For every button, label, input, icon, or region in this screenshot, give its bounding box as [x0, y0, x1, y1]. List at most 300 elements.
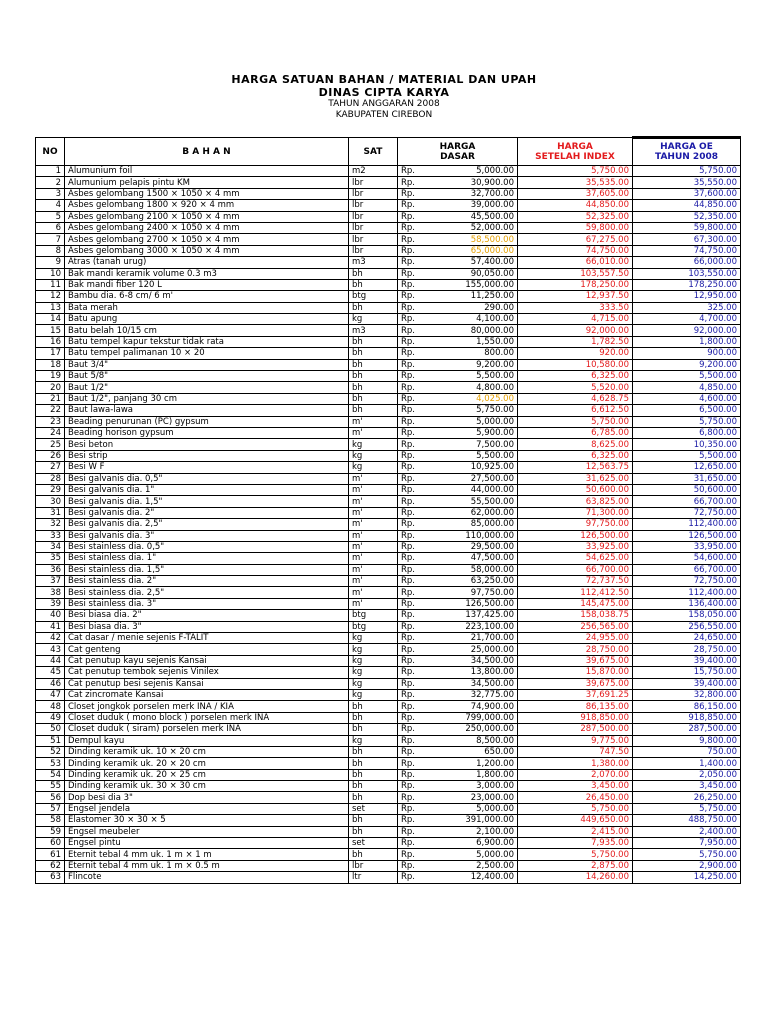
- currency-label: Rp.: [398, 712, 426, 723]
- unit: bh: [349, 724, 398, 735]
- material-name: Closet duduk ( siram) porselen merk INA: [65, 724, 349, 735]
- table-row: [36, 792, 741, 803]
- row-number: 22: [36, 405, 65, 416]
- unit: kg: [349, 314, 398, 325]
- unit: bh: [349, 758, 398, 769]
- base-price: 12,400.00: [426, 872, 518, 883]
- unit: bh: [349, 815, 398, 826]
- material-name: Besi strip: [65, 450, 349, 461]
- indexed-price: 59,800.00: [518, 222, 633, 233]
- oe-price: 33,950.00: [633, 541, 741, 552]
- header-harga-dasar-line1: HARGA: [439, 141, 476, 152]
- material-name: Asbes gelombang 2700 × 1050 × 4 mm: [65, 234, 349, 245]
- row-number: 27: [36, 462, 65, 473]
- material-name: Alumunium pelapis pintu KM: [65, 177, 349, 188]
- currency-label: Rp.: [398, 496, 426, 507]
- table-row: [36, 758, 741, 769]
- base-price: 55,500.00: [426, 496, 518, 507]
- material-name: Bambu dia. 6-8 cm/ 6 m': [65, 291, 349, 302]
- unit: lbr: [349, 200, 398, 211]
- unit: kg: [349, 667, 398, 678]
- unit: kg: [349, 644, 398, 655]
- table-row: [36, 291, 741, 302]
- header-harga-oe-line2: TAHUN 2008: [655, 152, 718, 162]
- material-name: Cat penutup kayu sejenis Kansai: [65, 655, 349, 666]
- table-row: [36, 257, 741, 268]
- material-name: Besi stainless dia. 2": [65, 576, 349, 587]
- currency-label: Rp.: [398, 576, 426, 587]
- oe-price: 2,900.00: [633, 860, 741, 871]
- indexed-price: 10,580.00: [518, 359, 633, 370]
- row-number: 54: [36, 769, 65, 780]
- currency-label: Rp.: [398, 838, 426, 849]
- currency-label: Rp.: [398, 177, 426, 188]
- table-row: [36, 325, 741, 336]
- table-header-row: [36, 138, 741, 166]
- material-name: Dinding keramik uk. 20 × 25 cm: [65, 769, 349, 780]
- material-name: Beading horison gypsum: [65, 427, 349, 438]
- material-name: Batu apung: [65, 314, 349, 325]
- row-number: 34: [36, 541, 65, 552]
- unit: bh: [349, 279, 398, 290]
- currency-label: Rp.: [398, 701, 426, 712]
- base-price: 5,000.00: [426, 166, 518, 177]
- material-name: Besi galvanis dia. 2": [65, 507, 349, 518]
- base-price: 11,250.00: [426, 291, 518, 302]
- table-body: [36, 166, 741, 884]
- currency-label: Rp.: [398, 188, 426, 199]
- oe-price: 50,600.00: [633, 484, 741, 495]
- regency-name: KABUPATEN CIREBON: [335, 110, 433, 120]
- currency-label: Rp.: [398, 724, 426, 735]
- unit: bh: [349, 302, 398, 313]
- indexed-price: 14,260.00: [518, 872, 633, 883]
- indexed-price: 4,715.00: [518, 314, 633, 325]
- row-number: 43: [36, 644, 65, 655]
- unit: m': [349, 553, 398, 564]
- indexed-price: 39,675.00: [518, 655, 633, 666]
- table-row: [36, 689, 741, 700]
- row-number: 32: [36, 519, 65, 530]
- indexed-price: 92,000.00: [518, 325, 633, 336]
- table-row: [36, 427, 741, 438]
- oe-price: 126,500.00: [633, 530, 741, 541]
- oe-price: 59,800.00: [633, 222, 741, 233]
- indexed-price: 103,557.50: [518, 268, 633, 279]
- table-row: [36, 701, 741, 712]
- table-row: [36, 781, 741, 792]
- material-name: Dempul kayu: [65, 735, 349, 746]
- unit: bh: [349, 849, 398, 860]
- oe-price: 44,850.00: [633, 200, 741, 211]
- unit: btg: [349, 291, 398, 302]
- unit: btg: [349, 610, 398, 621]
- currency-label: Rp.: [398, 439, 426, 450]
- material-name: Baut lawa-lawa: [65, 405, 349, 416]
- unit: ltr: [349, 872, 398, 883]
- oe-price: 4,850.00: [633, 382, 741, 393]
- unit: bh: [349, 746, 398, 757]
- material-name: Dinding keramik uk. 30 × 30 cm: [65, 781, 349, 792]
- unit: kg: [349, 689, 398, 700]
- base-price: 5,500.00: [426, 450, 518, 461]
- oe-price: 1,400.00: [633, 758, 741, 769]
- unit: bh: [349, 781, 398, 792]
- base-price: 7,500.00: [426, 439, 518, 450]
- base-price: 32,775.00: [426, 689, 518, 700]
- unit: m': [349, 416, 398, 427]
- base-price: 4,025.00: [426, 393, 518, 404]
- indexed-price: 15,870.00: [518, 667, 633, 678]
- table-row: [36, 826, 741, 837]
- indexed-price: 39,675.00: [518, 678, 633, 689]
- currency-label: Rp.: [398, 792, 426, 803]
- base-price: 155,000.00: [426, 279, 518, 290]
- currency-label: Rp.: [398, 815, 426, 826]
- table-row: [36, 587, 741, 598]
- indexed-price: 44,850.00: [518, 200, 633, 211]
- header-harga-oe: [633, 138, 741, 166]
- base-price: 4,100.00: [426, 314, 518, 325]
- base-price: 800.00: [426, 348, 518, 359]
- base-price: 650.00: [426, 746, 518, 757]
- oe-price: 5,500.00: [633, 371, 741, 382]
- oe-price: 37,600.00: [633, 188, 741, 199]
- base-price: 1,800.00: [426, 769, 518, 780]
- unit: bh: [349, 371, 398, 382]
- base-price: 52,000.00: [426, 222, 518, 233]
- material-name: Besi beton: [65, 439, 349, 450]
- base-price: 85,000.00: [426, 519, 518, 530]
- currency-label: Rp.: [398, 382, 426, 393]
- material-name: Batu tempel palimanan 10 × 20: [65, 348, 349, 359]
- oe-price: 12,650.00: [633, 462, 741, 473]
- table-row: [36, 769, 741, 780]
- table-row: [36, 621, 741, 632]
- header-harga-dasar-line2: DASAR: [440, 151, 475, 162]
- unit: kg: [349, 735, 398, 746]
- indexed-price: 5,520.00: [518, 382, 633, 393]
- material-name: Besi galvanis dia. 1,5": [65, 496, 349, 507]
- material-name: Dop besi dia 3": [65, 792, 349, 803]
- unit: lbr: [349, 222, 398, 233]
- indexed-price: 5,750.00: [518, 803, 633, 814]
- row-number: 17: [36, 348, 65, 359]
- unit: m': [349, 496, 398, 507]
- base-price: 290.00: [426, 302, 518, 313]
- row-number: 36: [36, 564, 65, 575]
- oe-price: 9,200.00: [633, 359, 741, 370]
- material-name: Besi stainless dia. 2,5": [65, 587, 349, 598]
- oe-price: 325.00: [633, 302, 741, 313]
- oe-price: 32,800.00: [633, 689, 741, 700]
- oe-price: 488,750.00: [633, 815, 741, 826]
- material-name: Closet jongkok porselen merk INA / KIA: [65, 701, 349, 712]
- unit: m': [349, 541, 398, 552]
- base-price: 126,500.00: [426, 598, 518, 609]
- material-name: Engsel pintu: [65, 838, 349, 849]
- indexed-price: 145,475.00: [518, 598, 633, 609]
- base-price: 5,000.00: [426, 803, 518, 814]
- unit: lbr: [349, 188, 398, 199]
- price-table: [35, 136, 741, 884]
- table-row: [36, 838, 741, 849]
- oe-price: 15,750.00: [633, 667, 741, 678]
- table-row: [36, 712, 741, 723]
- indexed-price: 5,750.00: [518, 849, 633, 860]
- indexed-price: 333.50: [518, 302, 633, 313]
- currency-label: Rp.: [398, 450, 426, 461]
- currency-label: Rp.: [398, 849, 426, 860]
- material-name: Engsel meubeler: [65, 826, 349, 837]
- currency-label: Rp.: [398, 257, 426, 268]
- row-number: 19: [36, 371, 65, 382]
- indexed-price: 2,070.00: [518, 769, 633, 780]
- document-title: HARGA SATUAN BAHAN / MATERIAL DAN UPAH: [231, 73, 537, 86]
- unit: bh: [349, 382, 398, 393]
- row-number: 41: [36, 621, 65, 632]
- material-name: Atras (tanah urug): [65, 257, 349, 268]
- table-row: [36, 166, 741, 177]
- unit: set: [349, 838, 398, 849]
- indexed-price: 50,600.00: [518, 484, 633, 495]
- base-price: 63,250.00: [426, 576, 518, 587]
- currency-label: Rp.: [398, 598, 426, 609]
- currency-label: Rp.: [398, 325, 426, 336]
- row-number: 51: [36, 735, 65, 746]
- table-row: [36, 496, 741, 507]
- oe-price: 112,400.00: [633, 587, 741, 598]
- oe-price: 10,350.00: [633, 439, 741, 450]
- oe-price: 5,750.00: [633, 416, 741, 427]
- oe-price: 158,050.00: [633, 610, 741, 621]
- row-number: 37: [36, 576, 65, 587]
- currency-label: Rp.: [398, 541, 426, 552]
- row-number: 26: [36, 450, 65, 461]
- base-price: 44,000.00: [426, 484, 518, 495]
- currency-label: Rp.: [398, 564, 426, 575]
- indexed-price: 747.50: [518, 746, 633, 757]
- row-number: 56: [36, 792, 65, 803]
- table-row: [36, 815, 741, 826]
- table-row: [36, 450, 741, 461]
- row-number: 50: [36, 724, 65, 735]
- oe-price: 256,550.00: [633, 621, 741, 632]
- row-number: 10: [36, 268, 65, 279]
- row-number: 33: [36, 530, 65, 541]
- currency-label: Rp.: [398, 291, 426, 302]
- base-price: 25,000.00: [426, 644, 518, 655]
- currency-label: Rp.: [398, 678, 426, 689]
- row-number: 40: [36, 610, 65, 621]
- oe-price: 2,400.00: [633, 826, 741, 837]
- currency-label: Rp.: [398, 462, 426, 473]
- currency-label: Rp.: [398, 519, 426, 530]
- currency-label: Rp.: [398, 553, 426, 564]
- material-name: Besi galvanis dia. 2,5": [65, 519, 349, 530]
- currency-label: Rp.: [398, 268, 426, 279]
- material-name: Besi galvanis dia. 0,5": [65, 473, 349, 484]
- material-name: Cat dasar / menie sejenis F-TALIT: [65, 633, 349, 644]
- oe-price: 4,700.00: [633, 314, 741, 325]
- unit: bh: [349, 268, 398, 279]
- row-number: 24: [36, 427, 65, 438]
- currency-label: Rp.: [398, 803, 426, 814]
- indexed-price: 126,500.00: [518, 530, 633, 541]
- oe-price: 31,650.00: [633, 473, 741, 484]
- row-number: 20: [36, 382, 65, 393]
- indexed-price: 52,325.00: [518, 211, 633, 222]
- oe-price: 39,400.00: [633, 678, 741, 689]
- unit: lbr: [349, 211, 398, 222]
- material-name: Batu belah 10/15 cm: [65, 325, 349, 336]
- currency-label: Rp.: [398, 644, 426, 655]
- currency-label: Rp.: [398, 336, 426, 347]
- oe-price: 86,150.00: [633, 701, 741, 712]
- row-number: 9: [36, 257, 65, 268]
- unit: bh: [349, 405, 398, 416]
- oe-price: 74,750.00: [633, 245, 741, 256]
- unit: bh: [349, 701, 398, 712]
- unit: bh: [349, 769, 398, 780]
- table-row: [36, 177, 741, 188]
- table-row: [36, 564, 741, 575]
- currency-label: Rp.: [398, 484, 426, 495]
- base-price: 5,750.00: [426, 405, 518, 416]
- base-price: 74,900.00: [426, 701, 518, 712]
- row-number: 29: [36, 484, 65, 495]
- base-price: 29,500.00: [426, 541, 518, 552]
- unit: m': [349, 473, 398, 484]
- table-row: [36, 484, 741, 495]
- document-header: [0, 73, 768, 121]
- material-name: Besi stainless dia. 1,5": [65, 564, 349, 575]
- material-name: Asbes gelombang 1500 × 1050 × 4 mm: [65, 188, 349, 199]
- unit: kg: [349, 655, 398, 666]
- oe-price: 5,500.00: [633, 450, 741, 461]
- indexed-price: 74,750.00: [518, 245, 633, 256]
- indexed-price: 4,628.75: [518, 393, 633, 404]
- base-price: 2,500.00: [426, 860, 518, 871]
- base-price: 58,500.00: [426, 234, 518, 245]
- indexed-price: 26,450.00: [518, 792, 633, 803]
- material-name: Bata merah: [65, 302, 349, 313]
- material-name: Baut 1/2", panjang 30 cm: [65, 393, 349, 404]
- unit: m2: [349, 166, 398, 177]
- currency-label: Rp.: [398, 610, 426, 621]
- indexed-price: 2,415.00: [518, 826, 633, 837]
- unit: m3: [349, 325, 398, 336]
- table-row: [36, 553, 741, 564]
- table-row: [36, 633, 741, 644]
- table-row: [36, 359, 741, 370]
- oe-price: 5,750.00: [633, 849, 741, 860]
- currency-label: Rp.: [398, 746, 426, 757]
- oe-price: 3,450.00: [633, 781, 741, 792]
- oe-price: 66,000.00: [633, 257, 741, 268]
- material-name: Besi stainless dia. 3": [65, 598, 349, 609]
- currency-label: Rp.: [398, 758, 426, 769]
- indexed-price: 12,563.75: [518, 462, 633, 473]
- indexed-price: 5,750.00: [518, 416, 633, 427]
- base-price: 47,500.00: [426, 553, 518, 564]
- table-row: [36, 519, 741, 530]
- material-name: Elastomer 30 × 30 × 5: [65, 815, 349, 826]
- material-name: Asbes gelombang 2100 × 1050 × 4 mm: [65, 211, 349, 222]
- table-row: [36, 576, 741, 587]
- oe-price: 103,550.00: [633, 268, 741, 279]
- oe-price: 178,250.00: [633, 279, 741, 290]
- base-price: 62,000.00: [426, 507, 518, 518]
- oe-price: 287,500.00: [633, 724, 741, 735]
- oe-price: 26,250.00: [633, 792, 741, 803]
- header-harga-index: [518, 138, 633, 166]
- row-number: 21: [36, 393, 65, 404]
- table-row: [36, 382, 741, 393]
- base-price: 110,000.00: [426, 530, 518, 541]
- currency-label: Rp.: [398, 655, 426, 666]
- row-number: 58: [36, 815, 65, 826]
- unit: kg: [349, 678, 398, 689]
- oe-price: 67,300.00: [633, 234, 741, 245]
- row-number: 62: [36, 860, 65, 871]
- unit: set: [349, 803, 398, 814]
- currency-label: Rp.: [398, 393, 426, 404]
- base-price: 39,000.00: [426, 200, 518, 211]
- oe-price: 35,550.00: [633, 177, 741, 188]
- indexed-price: 66,700.00: [518, 564, 633, 575]
- base-price: 1,550.00: [426, 336, 518, 347]
- table-row: [36, 314, 741, 325]
- table-row: [36, 211, 741, 222]
- table-row: [36, 371, 741, 382]
- oe-price: 54,600.00: [633, 553, 741, 564]
- indexed-price: 6,785.00: [518, 427, 633, 438]
- header-harga-index-line1: HARGA: [557, 141, 593, 152]
- row-number: 7: [36, 234, 65, 245]
- table-row: [36, 655, 741, 666]
- row-number: 14: [36, 314, 65, 325]
- material-name: Besi galvanis dia. 3": [65, 530, 349, 541]
- row-number: 63: [36, 872, 65, 883]
- row-number: 1: [36, 166, 65, 177]
- unit: bh: [349, 336, 398, 347]
- oe-price: 918,850.00: [633, 712, 741, 723]
- indexed-price: 112,412.50: [518, 587, 633, 598]
- currency-label: Rp.: [398, 245, 426, 256]
- indexed-price: 918,850.00: [518, 712, 633, 723]
- table-row: [36, 416, 741, 427]
- indexed-price: 7,935.00: [518, 838, 633, 849]
- row-number: 5: [36, 211, 65, 222]
- table-row: [36, 222, 741, 233]
- currency-label: Rp.: [398, 371, 426, 382]
- header-sat: SAT: [349, 138, 398, 166]
- material-name: Besi stainless dia. 1": [65, 553, 349, 564]
- oe-price: 52,350.00: [633, 211, 741, 222]
- oe-price: 1,800.00: [633, 336, 741, 347]
- base-price: 58,000.00: [426, 564, 518, 575]
- base-price: 90,050.00: [426, 268, 518, 279]
- material-name: Eternit tebal 4 mm uk. 1 m × 1 m: [65, 849, 349, 860]
- currency-label: Rp.: [398, 405, 426, 416]
- table-row: [36, 667, 741, 678]
- material-name: Besi stainless dia. 0,5": [65, 541, 349, 552]
- base-price: 27,500.00: [426, 473, 518, 484]
- oe-price: 9,800.00: [633, 735, 741, 746]
- base-price: 97,750.00: [426, 587, 518, 598]
- indexed-price: 6,612.50: [518, 405, 633, 416]
